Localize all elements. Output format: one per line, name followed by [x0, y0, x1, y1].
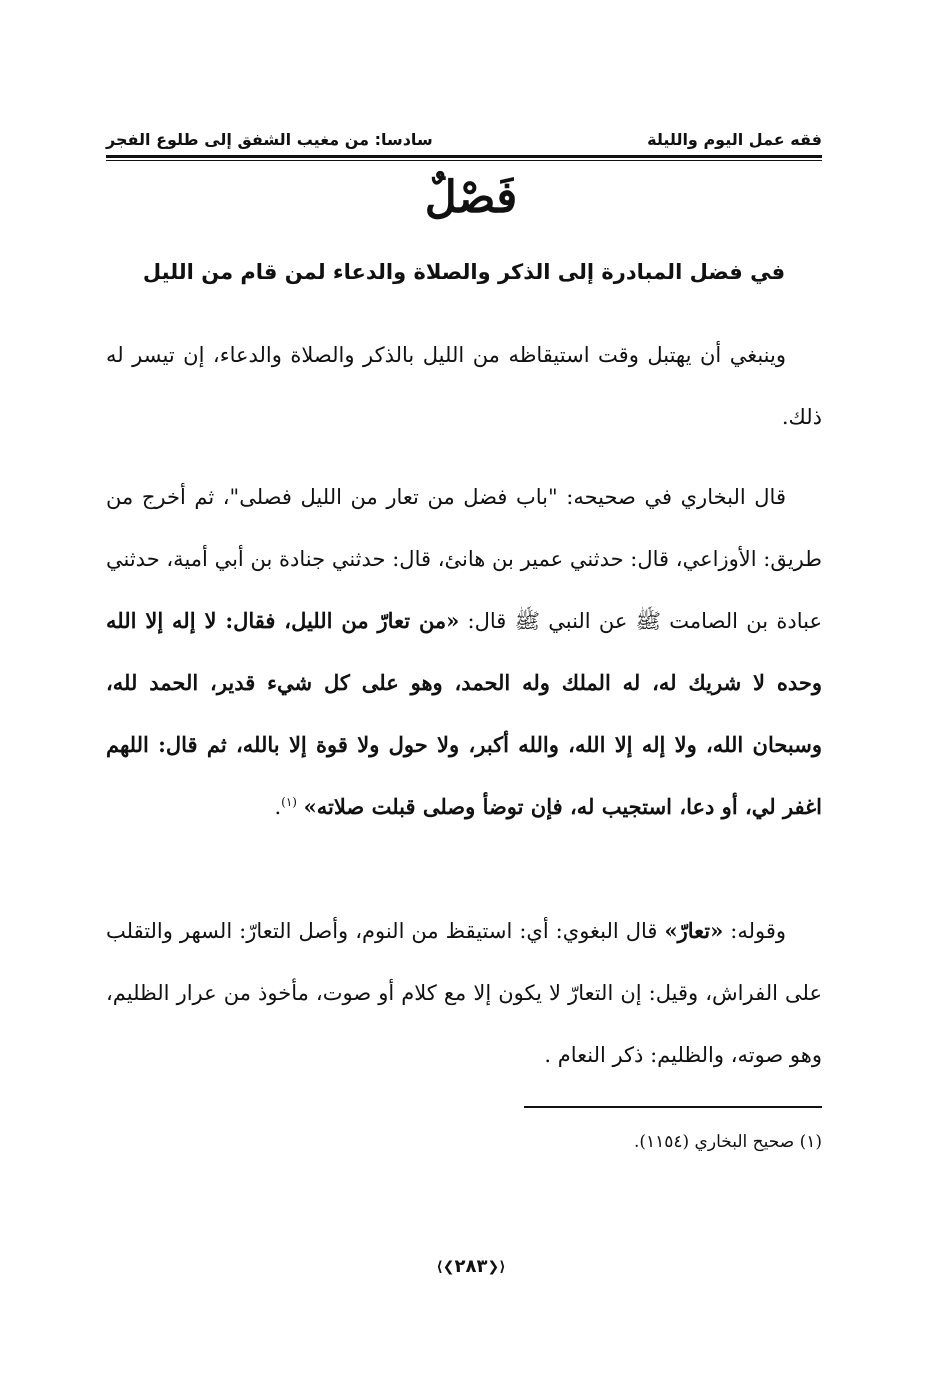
chapter-heading: فَصْلٌ — [424, 172, 518, 223]
book-title: فقه عمل اليوم والليلة — [647, 130, 822, 149]
hadith-text: «من تعارّ من الليل، فقال: لا إله إلا الله وحده لا شريك له، له الملك وله الحمد، وهو على كل شيء قدير، الحمد لله، وسبحان الله، ولا إله إلا الله، والله أكبر، ولا حول ولا قوة إلا بالله، ثم قال: اللهم اغفر لي، أو دعا، استجيب له، فإن توضأ وصلى قبلت صلاته» — [106, 608, 822, 819]
paragraph-2: قال البخاري في صحيحه: "باب فضل من تعار من الليل فصلى"، ثم أخرج من طريق: الأوزاعي، قال: حدثني عمير بن هانئ، قال: حدثني جنادة بن أبي أمية، حدثني عبادة بن الصامت ﷺ عن النبي ﷺ قال: «من تعارّ من الليل، فقال: لا إله إلا الله وحده لا شريك له، له الملك وله الحمد، وهو على كل شيء قدير، الحمد لله، وسبحان الله، ولا إله إلا الله، والله أكبر، ولا حول ولا قوة إلا بالله، ثم قال: اللهم اغفر لي، أو دعا، استجيب له، فإن توضأ وصلى قبلت صلاته» $^{(١)}$. — [106, 485, 822, 819]
paragraph-3-lead: وقوله: — [723, 919, 787, 943]
header-rule — [106, 155, 822, 158]
paragraph-1: وينبغي أن يهتبل وقت استيقاظه من الليل بالذكر والصلاة والدعاء، إن تيسر له ذلك. — [106, 343, 822, 429]
running-header — [106, 130, 822, 154]
paragraph-3 — [106, 900, 822, 1086]
footnote-reference: (١) — [281, 795, 297, 809]
footnote-separator — [524, 1106, 822, 1108]
chapter-title: في فضل المبادرة إلى الذكر والصلاة والدعاء لمن قام من الليل — [142, 260, 786, 284]
defined-term: «تعارّ» — [664, 918, 724, 943]
footnote: (١) صحيح البخاري (١١٥٤). — [633, 1132, 822, 1152]
header-rule-thin — [106, 160, 822, 161]
page-number: ٢٨٣ — [454, 1256, 488, 1277]
paragraph-3-rest: قال البغوي: أي: استيقظ من النوم، وأصل التعارّ: السهر والتقلب على الفراش، وقيل: إن التعارّ لا يكون إلا مع كلام أو صوت، مأخوذ من عرار الظليم، وهو صوته، والظليم: ذكر النعام . — [106, 919, 822, 1067]
paragraph-2-intro: قال البخاري في صحيحه: "باب فضل من تعار من الليل فصلى"، ثم أخرج من طريق: الأوزاعي، قال: حدثني عمير بن هانئ، قال: حدثني جنادة بن أبي أمية، حدثني عبادة بن الصامت ﷺ عن النبي ﷺ قال: — [106, 485, 822, 633]
ornament-left-icon: ⟨❮ — [436, 1259, 455, 1275]
ornament-right-icon: ❯⟩ — [487, 1259, 506, 1275]
page-number-block — [0, 1252, 942, 1282]
section-title: سادسا: من مغيب الشفق إلى طلوع الفجر — [106, 130, 433, 149]
